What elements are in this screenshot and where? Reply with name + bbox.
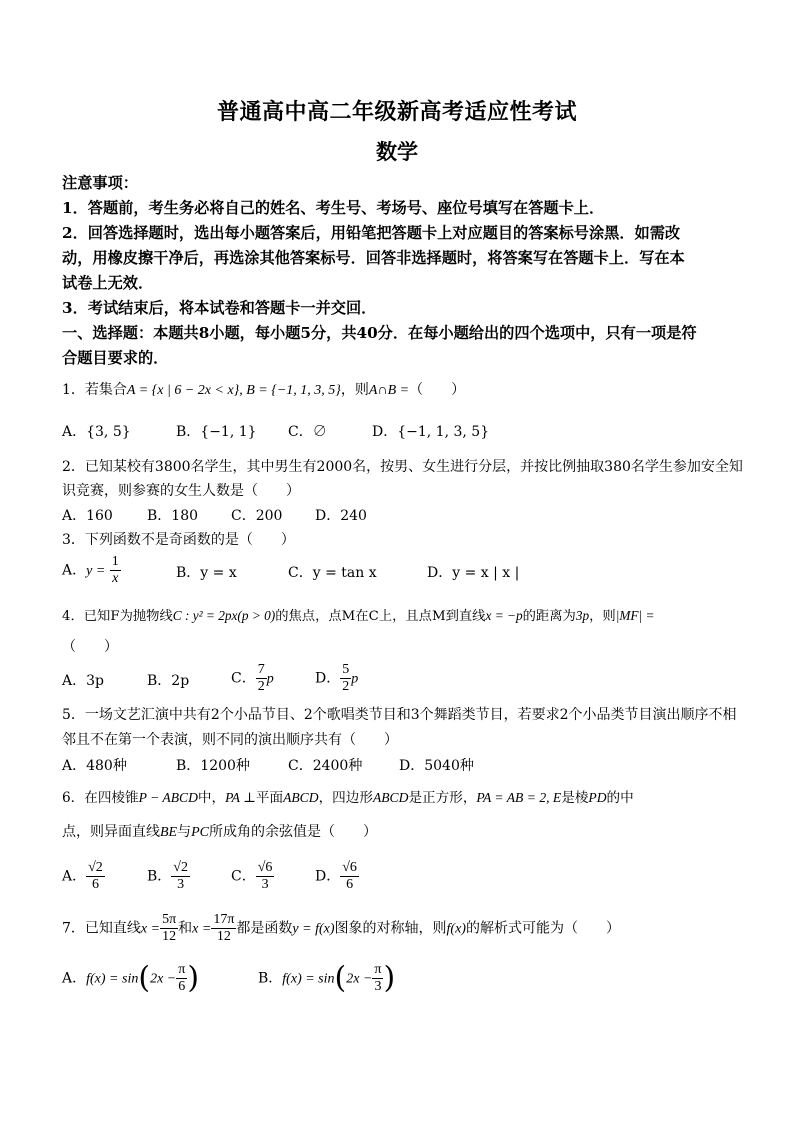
exam-title: 普通高中高二年级新高考适应性考试	[216, 99, 577, 125]
question-3-option-a	[62, 554, 121, 587]
question-4-line-2: （ ）	[62, 639, 118, 655]
fraction-numerator: √6	[257, 860, 273, 875]
question-7-option-a-fraction	[176, 962, 187, 995]
right-paren: )	[187, 960, 200, 996]
option-label: D．	[315, 868, 341, 885]
question-7-func2: f(x)	[446, 921, 466, 937]
question-1-option-a: A．{3, 5}	[62, 424, 131, 440]
question-4-mf: |MF| =	[615, 608, 655, 623]
question-4-line-1	[62, 606, 738, 627]
option-label: A．	[62, 970, 87, 987]
question-7-func: y = f(x)	[292, 921, 335, 937]
question-6-option-b-fraction	[171, 860, 190, 893]
fraction-denominator: 6	[346, 877, 354, 892]
question-3-option-a-lhs: y =	[86, 563, 106, 579]
question-4-text-b: 的焦点，点M在C上，且点M到直线	[275, 609, 486, 624]
question-6-text-j: 所成角的余弦值是（ ）	[209, 824, 377, 840]
fraction-numerator: π	[178, 962, 186, 977]
question-3-option-a-label: A．	[62, 562, 87, 579]
question-7-suffix: 的解析式可能为（ ）	[465, 920, 620, 937]
fraction-denominator: 2	[257, 679, 265, 694]
fraction-denominator: 3	[261, 877, 269, 892]
question-2-option-c: C．200	[231, 508, 283, 524]
section-1-heading-line-1: 一、选择题：本题共8小题，每小题5分，共40分．在每小题给出的四个选项中，只有一项是符	[62, 324, 697, 342]
question-5-option-c: C．2400种	[288, 758, 363, 774]
question-7-x1-lhs: x =	[140, 921, 161, 937]
question-3-option-c: C．y = tan x	[288, 565, 377, 581]
question-6-text-h: 点，则异面直线	[62, 824, 160, 840]
question-6-be: BE	[160, 825, 178, 840]
question-5-line-1: 5．一场文艺汇演中共有2个小品节目、2个歌唱类节目和3个舞蹈类节目，若要求2个小品类节目演出顺序不相	[62, 707, 737, 723]
question-6-option-b	[147, 860, 190, 893]
option-func: f(x) = sin	[86, 971, 139, 987]
fraction-denominator: 6	[91, 877, 99, 892]
question-6-option-c	[231, 860, 274, 893]
question-6-text-a: 6．在四棱锥	[62, 790, 139, 806]
question-6-option-d	[315, 860, 359, 893]
exam-subject: 数学	[376, 139, 418, 164]
question-4-text-d: ，则	[589, 609, 616, 624]
question-4-line-expr: x = −p	[485, 608, 523, 623]
left-paren: (	[334, 960, 347, 996]
question-7	[62, 912, 738, 945]
question-3-option-d: D．y = x | x |	[427, 565, 520, 581]
question-6-edge: PD	[588, 790, 607, 805]
question-7-x2-lhs: x =	[192, 921, 212, 937]
question-2-option-a: A．160	[62, 508, 113, 524]
fraction-numerator: √2	[88, 860, 103, 875]
option-inner: 2x −	[150, 971, 177, 987]
question-6-option-d-fraction	[340, 860, 359, 893]
question-6-quad: ABCD	[372, 790, 409, 805]
question-4-option-c-fraction	[256, 662, 267, 695]
question-7-option-a	[62, 962, 199, 995]
fraction-numerator: 7	[257, 662, 265, 677]
question-6-plane: ABCD	[283, 790, 319, 805]
question-6-perp: PA ⊥	[225, 790, 256, 805]
option-func: f(x) = sin	[282, 971, 335, 987]
question-7-mid2: 图象的对称轴，则	[334, 920, 447, 937]
option-variable: p	[351, 671, 359, 687]
option-variable: p	[266, 671, 274, 687]
question-3-option-a-fraction	[110, 554, 121, 587]
question-1-intersection: A∩B =	[368, 383, 410, 398]
question-7-mid: 都是函数	[236, 920, 293, 937]
question-1-sets: A = {x | 6 − 2x < x}, B = {−1, 1, 3, 5}	[126, 383, 341, 398]
question-1	[62, 380, 738, 401]
question-4-option-b: B．2p	[147, 673, 190, 689]
fraction-numerator: 5π	[162, 912, 177, 927]
fraction-numerator: π	[374, 962, 382, 977]
fraction-numerator: 1	[111, 554, 119, 569]
question-7-and: 和	[178, 920, 193, 937]
option-label: B．	[147, 868, 172, 885]
question-4-text-c: 的距离为	[522, 609, 576, 624]
question-3: 3．下列函数不是奇函数的是（ ）	[62, 532, 295, 548]
question-6-option-a-fraction	[86, 860, 105, 893]
fraction-denominator: 2	[342, 679, 350, 694]
question-7-option-b-fraction	[372, 962, 383, 995]
question-6-text-g: 的中	[606, 790, 634, 806]
fraction-numerator: 5	[342, 662, 350, 677]
question-6-text-d: ，四边形	[318, 790, 373, 806]
fraction-denominator: x	[112, 571, 119, 586]
question-1-blank: （ ）	[409, 382, 466, 398]
question-6-lengths: PA = AB = 2, E	[476, 790, 562, 805]
question-6-option-c-fraction	[256, 860, 275, 893]
option-label: D．	[315, 670, 341, 687]
question-4-distance: 3p	[575, 608, 590, 623]
question-4-parabola: C : y² = 2px(p > 0)	[172, 608, 276, 623]
left-paren: (	[138, 960, 151, 996]
question-4-option-d-fraction	[340, 662, 351, 695]
fraction-denominator: 12	[216, 929, 231, 944]
fraction-denominator: 3	[177, 877, 185, 892]
question-1-option-d: D．{−1, 1, 3, 5}	[372, 424, 490, 440]
option-label: C．	[231, 670, 256, 687]
question-4-text-a: 4．已知F为抛物线	[62, 609, 173, 624]
question-4-option-a: A．3p	[62, 673, 104, 689]
question-6-text-f: 是棱	[561, 790, 589, 806]
question-6-text-e: 是正方形，	[408, 790, 477, 806]
note-item-3: 3．考试结束后，将本试卷和答题卡一并交回．	[62, 299, 377, 317]
fraction-denominator: 3	[374, 979, 382, 994]
option-label: C．	[231, 868, 256, 885]
question-7-option-b	[258, 962, 395, 995]
question-5-option-d: D．5040种	[399, 758, 474, 774]
question-2-option-d: D．240	[315, 508, 367, 524]
note-item-2-line-3: 试卷上无效．	[62, 274, 154, 292]
question-1-mid: ，则	[340, 382, 369, 398]
question-6-pyramid: P − ABCD	[138, 790, 198, 805]
question-7-x2-fraction	[211, 912, 236, 945]
question-6-text-c: 平面	[255, 790, 284, 806]
question-4-option-d	[315, 662, 358, 695]
question-2-option-b: B．180	[147, 508, 199, 524]
question-7-prefix: 7．已知直线	[62, 920, 141, 937]
note-item-2-line-2: 动，用橡皮擦干净后，再选涂其他答案标号．回答非选择题时，将答案写在答题卡上．写在本	[62, 249, 685, 267]
question-5-option-a: A．480种	[62, 758, 127, 774]
question-1-prefix: 1．若集合	[62, 382, 127, 398]
option-inner: 2x −	[346, 971, 373, 987]
note-item-1: 1．答题前，考生务必将自己的姓名、考生号、考场号、座位号填写在答题卡上．	[62, 199, 605, 217]
question-4-option-c	[231, 662, 274, 695]
note-item-2-line-1: 2．回答选择题时，选出每小题答案后，用铅笔把答题卡上对应题目的答案标号涂黑．如需改	[62, 224, 681, 242]
question-5-line-2: 邻且不在第一个表演，则不同的演出顺序共有（ ）	[62, 732, 398, 748]
question-6-line-1	[62, 788, 738, 808]
fraction-numerator: √2	[173, 860, 188, 875]
option-label: A．	[62, 868, 87, 885]
fraction-numerator: √6	[342, 860, 357, 875]
fraction-numerator: 17π	[213, 912, 235, 927]
question-6-text-i: 与	[177, 824, 192, 840]
question-2-line-2: 识竞赛，则参赛的女生人数是（ ）	[62, 483, 300, 499]
question-2-line-1: 2．已知某校有3800名学生，其中男生有2000名，按男、女生进行分层，并按比例抽取380名学生参加安全知	[62, 459, 743, 475]
question-1-option-c: C．∅	[288, 424, 327, 440]
question-3-option-b: B．y = x	[176, 565, 237, 581]
question-6-line-2	[62, 822, 738, 843]
question-7-x1-fraction	[160, 912, 178, 945]
fraction-denominator: 6	[178, 979, 186, 994]
question-6-text-b: 中，	[197, 790, 226, 806]
option-label: B．	[258, 970, 283, 987]
question-1-option-b: B．{−1, 1}	[176, 424, 257, 440]
question-6-option-a	[62, 860, 105, 893]
section-1-heading-line-2: 合题目要求的．	[62, 349, 169, 367]
fraction-denominator: 12	[162, 929, 177, 944]
question-5-option-b: B．1200种	[176, 758, 250, 774]
notes-heading: 注意事项：	[62, 174, 138, 192]
question-6-pc: PC	[191, 825, 209, 840]
right-paren: )	[383, 960, 396, 996]
